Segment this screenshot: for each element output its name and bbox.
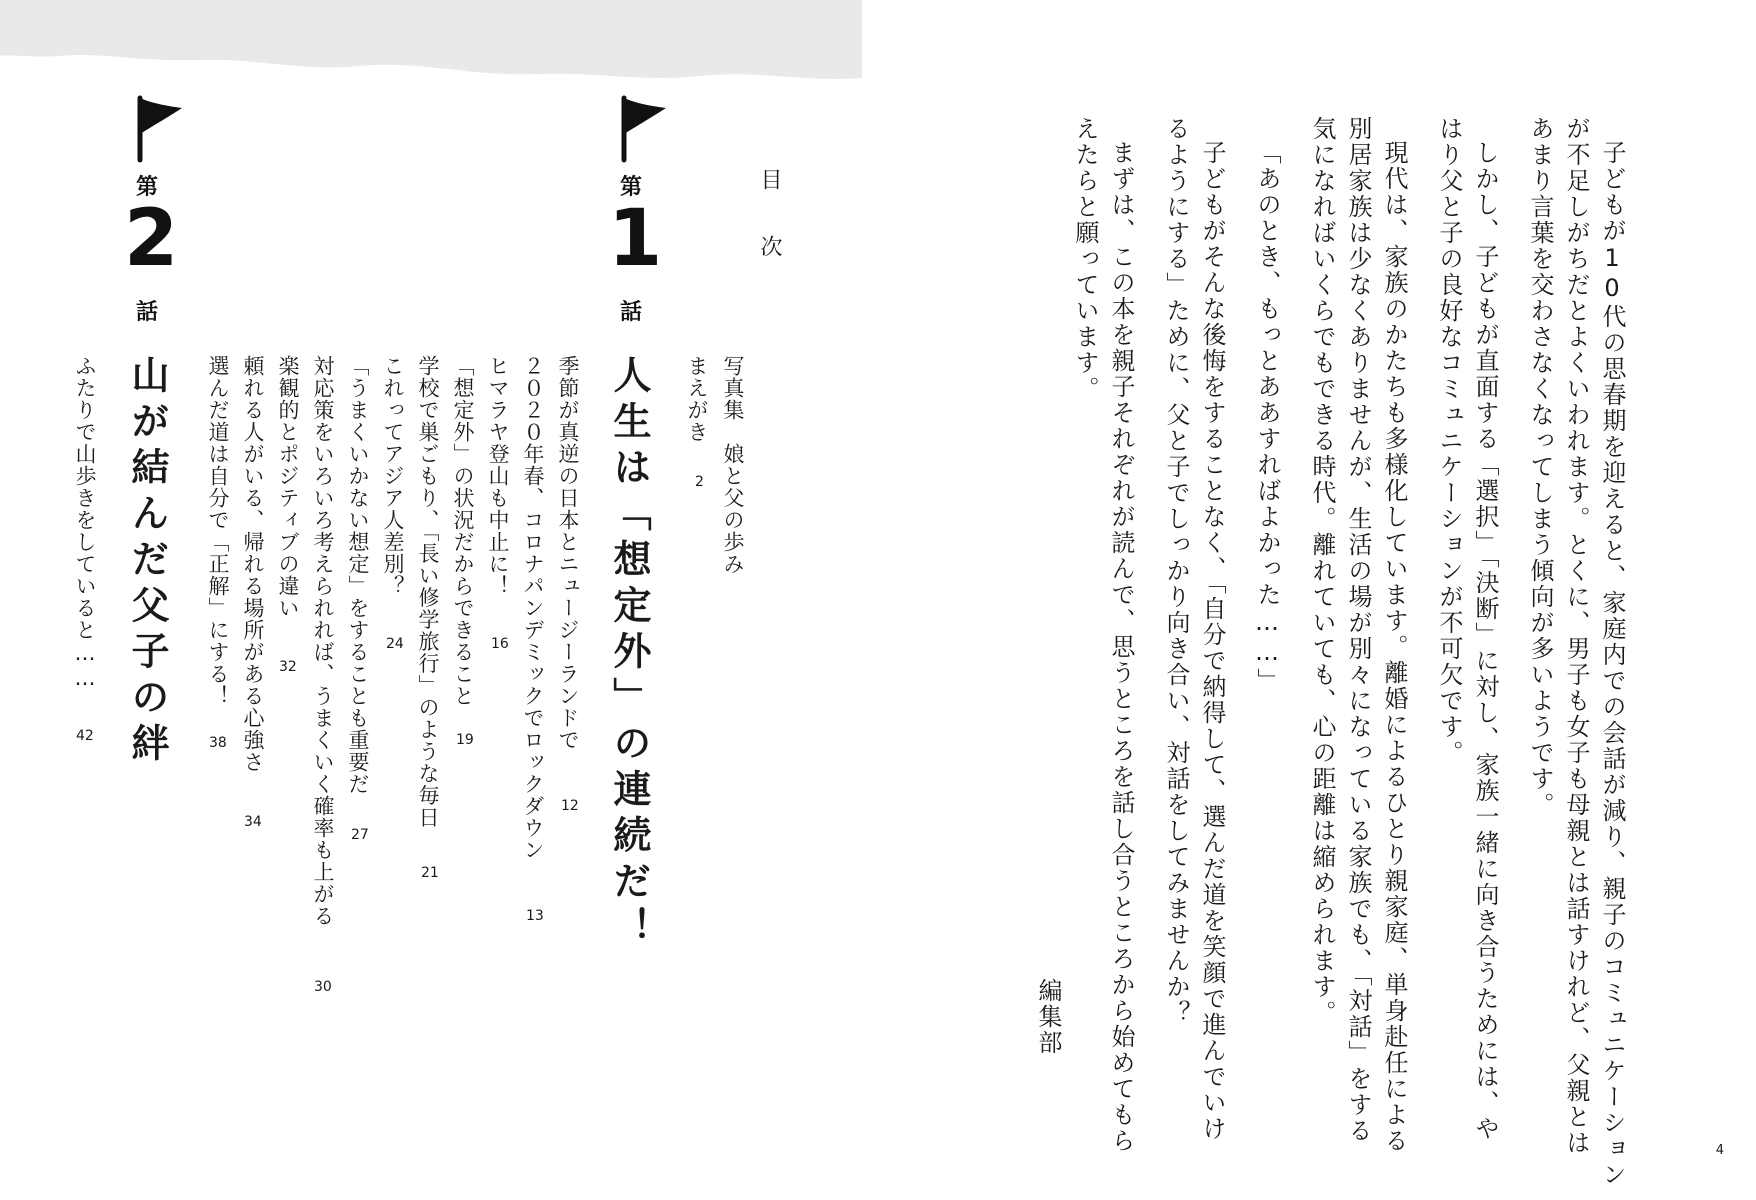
chapter1-mark-number: 1	[608, 194, 663, 284]
preface-line: るようにする」ために、父と子でしっかり向き合い、対話をしてみませんか？	[1162, 116, 1190, 1026]
toc-heading: 目 次	[757, 168, 782, 267]
flag-icon	[614, 94, 670, 164]
toc-entry-page: 12	[561, 798, 579, 814]
toc-entry-page: 16	[491, 636, 509, 652]
preface-line: 現代は、家族のかたちも多様化しています。離婚によるひとり親家庭、単身赴任による	[1380, 140, 1408, 1154]
toc-entry[interactable]: これってアジア人差別？	[381, 355, 405, 597]
toc-entry[interactable]: ２０２０年春、コロナパンデミックでロックダウン	[521, 355, 545, 861]
toc-entry-page: 13	[526, 908, 544, 924]
toc-preface-entry[interactable]: まえがき	[685, 355, 709, 443]
preface-line: 「あのとき、もっとああすればよかった……」	[1253, 140, 1281, 694]
chapter2-title[interactable]: 山が結んだ父子の絆	[125, 355, 169, 769]
toc-photo-entry[interactable]: 写真集 娘と父の歩み	[721, 355, 745, 575]
toc-entry[interactable]: 頼れる人がいる、帰れる場所がある心強さ	[241, 355, 265, 773]
preface-signature: 編集部	[1034, 978, 1062, 1056]
toc-entry[interactable]: 「うまくいかない想定」をすることも重要だ	[346, 355, 370, 795]
toc-entry[interactable]: 楽観的とポジティブの違い	[276, 355, 300, 619]
toc-entry-page: 19	[456, 732, 474, 748]
toc-entry-page: 27	[351, 827, 369, 843]
preface-page	[862, 0, 1756, 1200]
chapter1-title[interactable]: 人生は「想定外」の連続だ！	[607, 355, 651, 953]
toc-entry[interactable]: 「想定外」の状況だからできること	[451, 355, 475, 707]
chapter2-mark-number: 2	[124, 194, 179, 284]
toc-entry[interactable]: 学校で巣ごもり、「長い修学旅行」のような毎日	[416, 355, 440, 829]
preface-line: 子どもが10代の思春期を迎えると、家庭内での会話が減り、親子のコミュニケーション	[1598, 140, 1626, 1188]
toc-entry-page: 34	[244, 814, 262, 830]
preface-line: あまり言葉を交わさなくなってしまう傾向が多いようです。	[1526, 116, 1554, 818]
preface-line: まずは、この本を親子それぞれが読んで、思うところを話し合うところから始めてもら	[1107, 140, 1135, 1154]
toc-entry-page: 32	[279, 659, 297, 675]
chapter2-mark-wa: 話	[136, 300, 159, 325]
toc-entry[interactable]: ふたりで山歩きをしていると……	[73, 355, 97, 691]
toc-entry-page: 24	[386, 636, 404, 652]
preface-line: しかし、子どもが直面する「選択」「決断」に対し、家族一緒に向き合うためには、や	[1471, 140, 1499, 1142]
preface-line: はり父と子の良好なコミュニケーションが不可欠です。	[1435, 116, 1463, 766]
toc-entry[interactable]: 対応策をいろいろ考えられれば、うまくいく確率も上がる	[311, 355, 335, 927]
toc-entry-page: 42	[76, 728, 94, 744]
page-number: 4	[1715, 1143, 1724, 1158]
preface-line: 別居家族は少なくありませんが、生活の場が別々になっている家族でも、「対話」をする	[1344, 116, 1372, 1144]
decorative-gray-band	[0, 0, 862, 90]
preface-line: 気になればいくらでもできる時代。離れていても、心の距離は縮められます。	[1308, 116, 1336, 1026]
toc-page	[0, 0, 863, 1200]
toc-entry[interactable]: 季節が真逆の日本とニュージーランドで	[556, 355, 580, 751]
preface-line: が不足しがちだとよくいわれます。とくに、男子も女子も母親とは話すけれど、父親とは	[1562, 116, 1590, 1156]
chapter2-mark-dai: 第	[136, 175, 159, 200]
toc-entry-page: 21	[421, 865, 439, 881]
preface-line: 子どもがそんな後悔をすることなく、「自分で納得して、選んだ道を笑顔で進んでいけ	[1198, 140, 1226, 1142]
chapter1-mark-wa: 話	[620, 300, 643, 325]
toc-entry-page: 38	[209, 735, 227, 751]
preface-line: えたらと願っています。	[1071, 116, 1099, 402]
chapter1-mark-dai: 第	[620, 175, 643, 200]
flag-icon	[130, 94, 186, 164]
toc-entry[interactable]: ヒマラヤ登山も中止に！	[486, 355, 510, 597]
toc-entry-page: 30	[314, 979, 332, 995]
toc-entry[interactable]: 選んだ道は自分で「正解」にする！	[206, 355, 230, 707]
toc-preface-page: 2	[695, 474, 704, 490]
